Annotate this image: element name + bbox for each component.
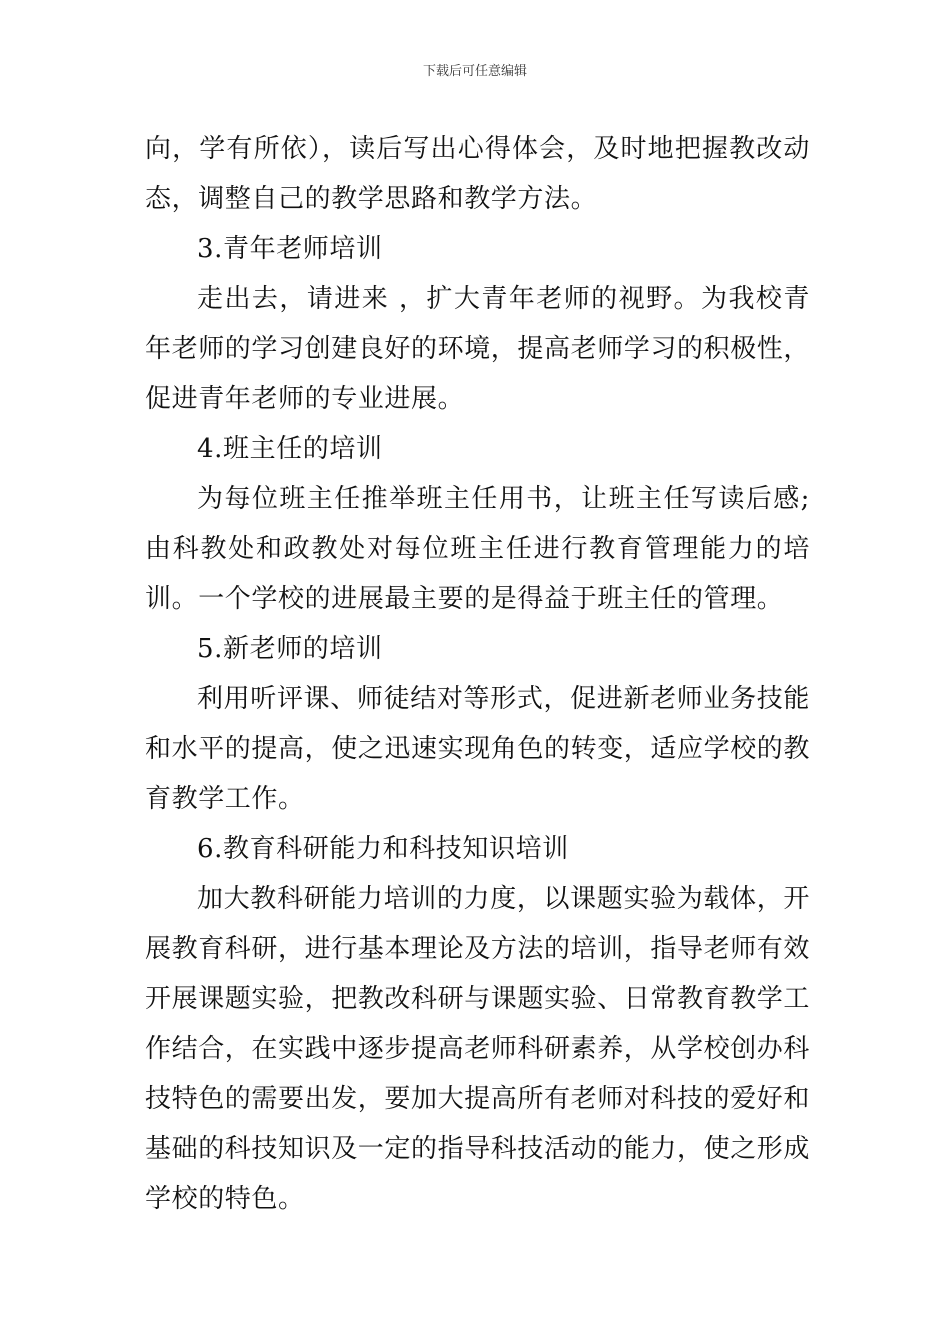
document-body	[145, 124, 810, 1224]
section-paragraph-youth-teacher-training: 走出去，请进来 ，扩大青年老师的视野。为我校青年老师的学习创建良好的环境，提高老师学习的积极性，促进青年老师的专业进展。	[145, 284, 811, 414]
section-heading-head-teacher-training: 4.班主任的培训	[197, 434, 383, 464]
section-paragraph-head-teacher-training: 为每位班主任推举班主任用书，让班主任写读后感;由科教处和政教处对每位班主任进行教育管理能力的培训。一个学校的进展最主要的是得益于班主任的管理。	[145, 484, 810, 614]
section-heading-new-teacher-training: 5.新老师的培训	[197, 634, 383, 664]
section-heading-research-training: 6.教育科研能力和科技知识培训	[197, 834, 569, 864]
continuation-paragraph: 向，学有所依），读后写出心得体会，及时地把握教改动态，调整自己的教学思路和教学方法。	[145, 134, 810, 214]
section-paragraph-research-training: 加大教科研能力培训的力度，以课题实验为载体，开展教育科研，进行基本理论及方法的培训，指导老师有效开展课题实验，把教改科研与课题实验、日常教育教学工作结合，在实践中逐步提高老师科研素养，从学校创办科技特色的需要出发，要加大提高所有老师对科技的爱好和基础的科技知识及一定的指导科技活动的能力，使之形成学校的特色。	[145, 884, 811, 1214]
page-header: 下载后可任意编辑	[422, 64, 527, 79]
section-paragraph-new-teacher-training: 利用听评课、师徒结对等形式，促进新老师业务技能和水平的提高，使之迅速实现角色的转变，适应学校的教育教学工作。	[145, 684, 811, 814]
section-heading-youth-teacher-training: 3.青年老师培训	[197, 234, 383, 264]
